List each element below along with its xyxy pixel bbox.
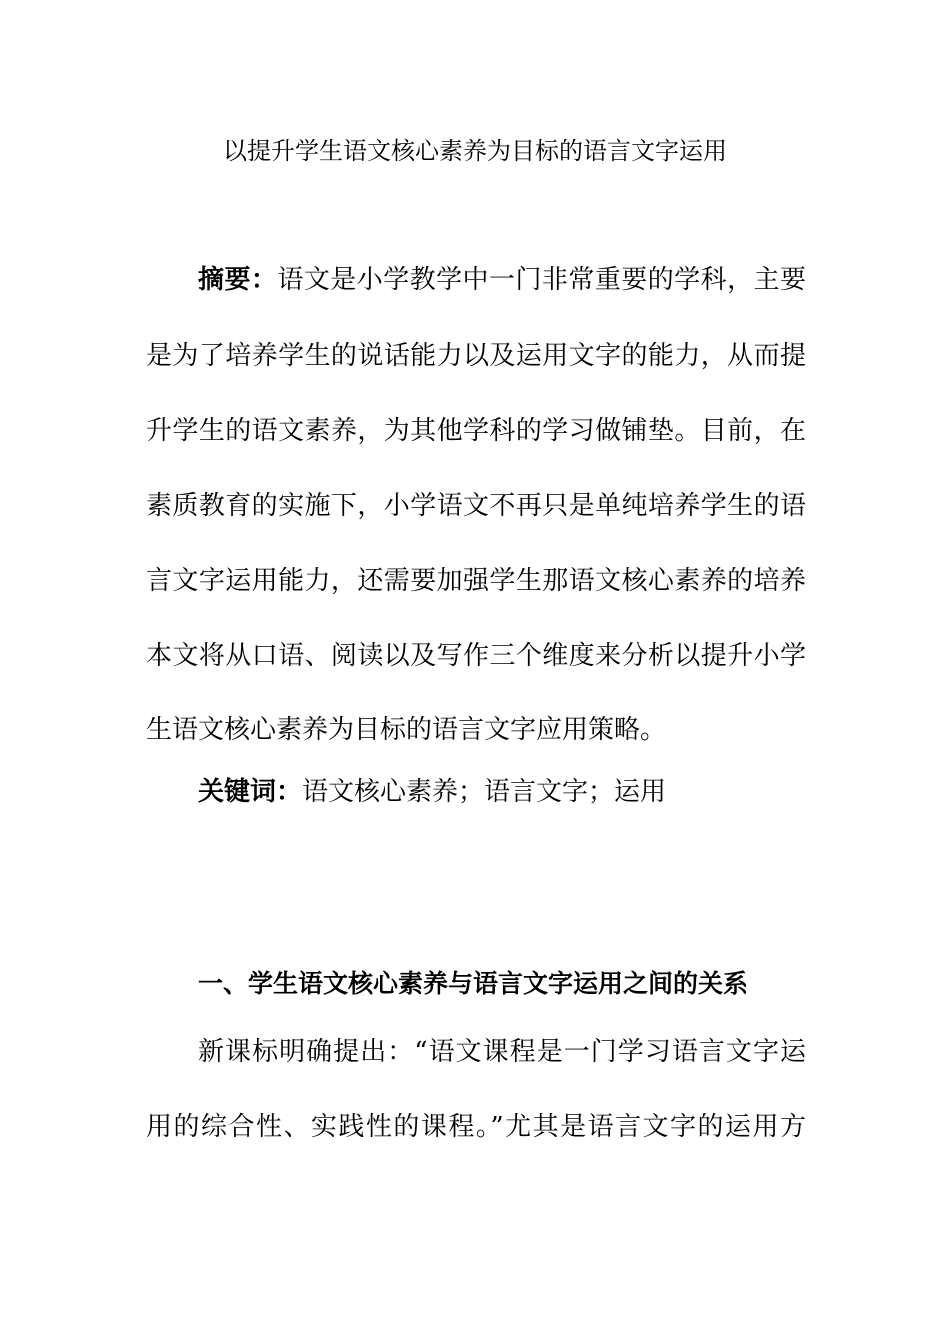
keywords-text: 语文核心素养；语言文字；运用 (302, 777, 667, 807)
abstract-line-6: 本文将从口语、阅读以及写作三个维度来分析以提升小学 (146, 641, 806, 671)
section-line-2: 用的综合性、实践性的课程。”尤其是语言文字的运用方 (146, 1112, 806, 1142)
abstract-label: 摘要： (198, 265, 278, 295)
abstract-text: 语文是小学教学中一门非常重要的学科，主要 (277, 265, 806, 295)
section-line-1: 新课标明确提出：“语文课程是一门学习语言文字运 (198, 1037, 806, 1067)
keywords-label: 关键词： (198, 777, 303, 807)
abstract-line-3: 升学生的语文素养，为其他学科的学习做铺垫。目前，在 (146, 416, 806, 446)
abstract-line-2: 是为了培养学生的说话能力以及运用文字的能力，从而提 (146, 341, 806, 371)
abstract-line-4: 素质教育的实施下，小学语文不再只是单纯培养学生的语 (146, 491, 806, 521)
abstract-line-1 (198, 258, 806, 302)
abstract-line-7: 生语文核心素养为目标的语言文字应用策略。 (146, 715, 667, 745)
section-heading: 一、学生语文核心素养与语言文字运用之间的关系 (198, 969, 749, 998)
keywords-line (198, 770, 806, 814)
document-title: 以提升学生语文核心素养为目标的语言文字运用 (223, 137, 727, 165)
abstract-line-5: 言文字运用能力，还需要加强学生那语文核心素养的培养 (146, 566, 806, 596)
